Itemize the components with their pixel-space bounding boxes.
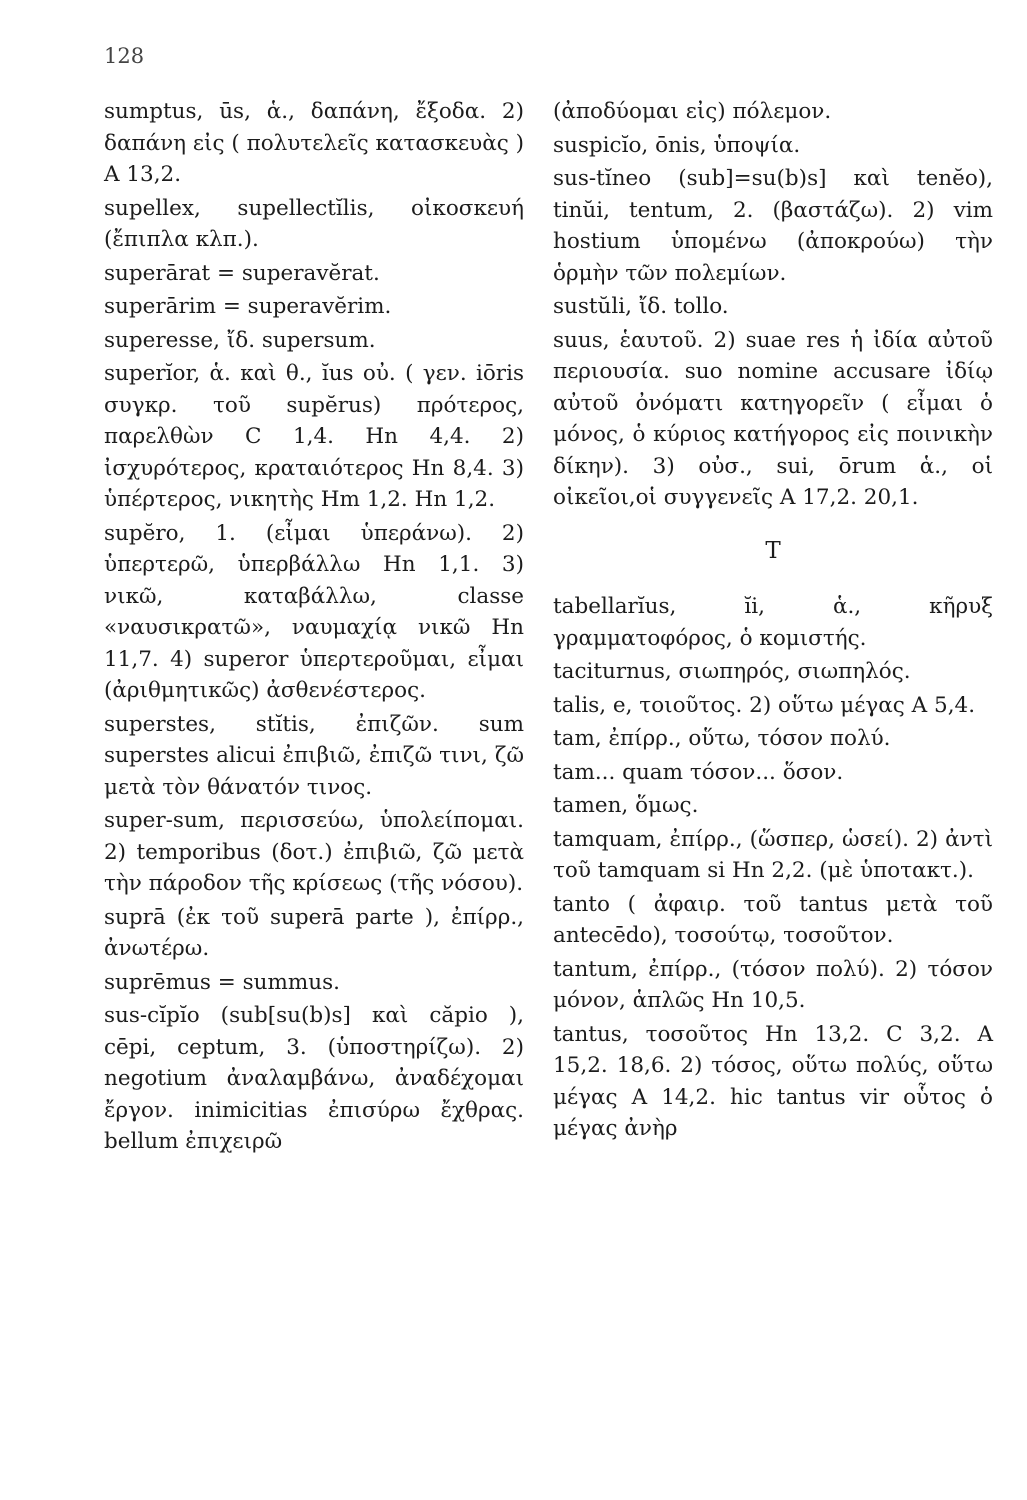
dictionary-entry: superstes, stĭtis, ἐπιζῶν. sum superstes alicui ἐπιβιῶ, ἐπιζῶ τινι, ζῶ μετὰ τὸν θάνατόν τινος. bbox=[104, 711, 524, 800]
dictionary-entry: suspicĭo, ōnis, ὑποψία. bbox=[553, 132, 801, 158]
dictionary-entry: sustŭli, ἴδ. tollo. bbox=[553, 294, 729, 319]
right-column bbox=[553, 96, 993, 1147]
dictionary-entry: tamquam, ἐπίρρ., (ὥσπερ, ὡσεί). 2) ἀντὶ τοῦ tamquam si Hn 2,2. (μὲ ὑποτακτ.). bbox=[553, 826, 993, 883]
dictionary-entry: suus, ἑαυτοῦ. 2) suae res ἡ ἰδία αὐτοῦ περιουσία. suo nomine accusare ἰδίῳ αὐτοῦ ὀνόματι κατηγορεῖν ( εἶμαι ὁ μόνος, ὁ κύριος κατήγορος εἰς ποινικὴν δίκην). 3) οὐσ., sui, ōrum ἁ., οἱ οἰκεῖοι,οἱ συγγενεῖς A 17,2. 20,1. bbox=[553, 327, 993, 510]
dictionary-entry: supĕro, 1. (εἶμαι ὑπεράνω). 2) ὑπερτερῶ, ὑπερβάλλω Hn 1,1. 3) νικῶ, καταβάλλω, classe «ναυσικρατῶ», ναυμαχίᾳ νικῶ Hn 11,7. 4) superor ὑπερτεροῦμαι, εἶμαι (ἀριθμητικῶς) ἀσθενέστερος. bbox=[104, 520, 524, 703]
dictionary-entry: superārat = superavĕrat. bbox=[104, 260, 380, 286]
dictionary-entry: super-sum, περισσεύω, ὑπολείπομαι. 2) temporibus (δοτ.) ἐπιβιῶ, ζῶ μετὰ τὴν πάροδον τῆς κρίσεως (τῆς νόσου). bbox=[104, 808, 524, 896]
letter-section-heading: T bbox=[765, 537, 781, 564]
dictionary-entry: taciturnus, σιωπηρός, σιωπηλός. bbox=[553, 659, 911, 684]
dictionary-entry: talis, e, τοιοῦτος. 2) οὕτω μέγας A 5,4. bbox=[553, 692, 976, 718]
dictionary-entry: tantum, ἐπίρρ., (τόσον πολύ). 2) τόσον μόνον, ἁπλῶς Hn 10,5. bbox=[553, 956, 993, 1013]
page-number: 128 bbox=[104, 44, 145, 68]
left-column bbox=[104, 96, 524, 1160]
dictionary-entry: sumptus, ūs, ἁ., δαπάνη, ἔξοδα. 2) δαπάνη εἰς ( πολυτελεῖς κατασκευὰς ) A 13,2. bbox=[104, 99, 524, 187]
dictionary-entry: tanto ( ἀφαιρ. τοῦ tantus μετὰ τοῦ antecēdo), τοσούτῳ, τοσοῦτον. bbox=[553, 891, 993, 948]
dictionary-entry: sus-tĭneo (sub]=su(b)s] καὶ tenĕo), tinŭi, tentum, 2. (βαστάζω). 2) vim hostium ὑπομένω (ἀποκρούω) τὴν ὁρμὴν τῶν πολεμίων. bbox=[553, 166, 993, 286]
dictionary-entry: suprēmus = summus. bbox=[104, 969, 340, 995]
dictionary-entry: tantus, τοσοῦτος Hn 13,2. C 3,2. A 15,2. 18,6. 2) τόσος, οὕτω πολύς, οὕτω μέγας A 14,2. hic tantus vir οὗτος ὁ μέγας ἀνὴρ bbox=[553, 1021, 993, 1141]
dictionary-entry: (ἀποδύομαι εἰς) πόλεμον. bbox=[553, 99, 832, 124]
dictionary-entry: superesse, ἴδ. supersum. bbox=[104, 327, 376, 353]
dictionary-entry: superĭor, ἁ. καὶ θ., ĭus οὐ. ( γεν. iōris συγκρ. τοῦ supĕrus) πρότερος, παρελθὼν C 1,4. Hn 4,4. 2) ἰσχυρότερος, κραταιότερος Hn 8,4. 3) ὑπέρτερος, νικητὴς Hm 1,2. Hn 1,2. bbox=[104, 361, 524, 512]
dictionary-entry: superārim = superavĕrim. bbox=[104, 294, 392, 319]
dictionary-entry: tam, ἐπίρρ., οὕτω, τόσον πολύ. bbox=[553, 726, 891, 751]
dictionary-entry: tam... quam τόσον... ὅσον. bbox=[553, 759, 844, 785]
dictionary-entry: tamen, ὅμως. bbox=[553, 793, 699, 818]
dictionary-entry: supellex, supellectĭlis, οἰκοσκευή (ἔπιπλα κλπ.). bbox=[104, 195, 524, 252]
dictionary-entry: tabellarĭus, ĭi, ἁ., κῆρυξ γραμματοφόρος, ὁ κομιστής. bbox=[553, 594, 993, 651]
dictionary-entry: sus-cĭpĭo (sub[su(b)s] καὶ căpio ), cēpi, ceptum, 3. (ὑποστηρίζω). 2) negotium ἀναλαμβάνω, ἀναδέχομαι ἔργον. inimicitias ἐπισύρω ἔχθρας. bellum ἐπιχειρῶ bbox=[104, 1003, 524, 1154]
dictionary-entry: suprā (ἐκ τοῦ superā parte ), ἐπίρρ., ἀνωτέρω. bbox=[104, 904, 524, 961]
